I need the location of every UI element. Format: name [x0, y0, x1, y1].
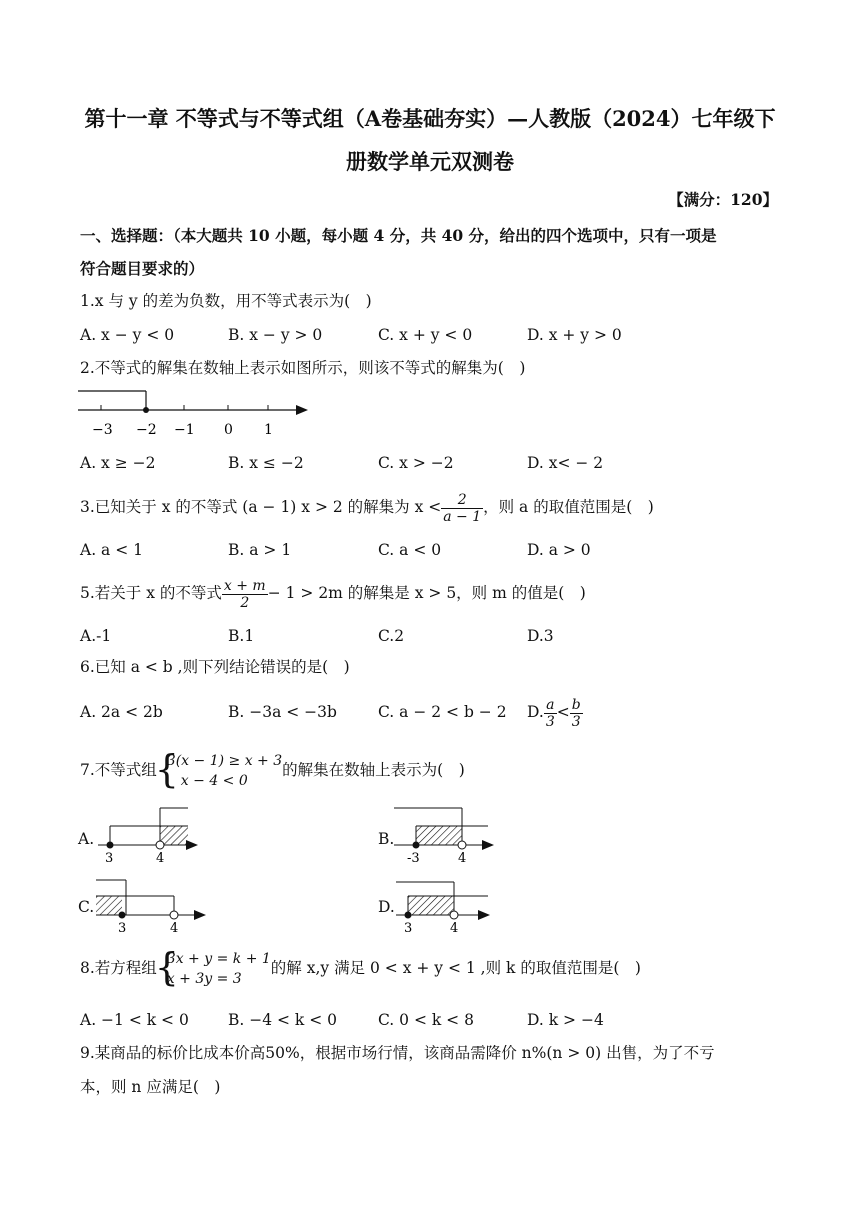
question-8-stem-start: 8.若方程组	[80, 959, 157, 977]
question-7-option-c-figure	[96, 876, 212, 936]
question-5-stem-start: 5.若关于 x 的不等式	[80, 584, 222, 602]
full-score: 【满分：120】	[668, 190, 778, 209]
fraction-numerator: b	[571, 696, 581, 713]
question-7-option-a-label: A.	[78, 830, 95, 848]
fraction-denominator: 3	[571, 713, 581, 730]
question-1-option-c: C. x + y < 0	[378, 326, 473, 344]
question-5-option-a: A.-1	[80, 627, 112, 645]
question-5-stem	[80, 572, 586, 614]
axis-label: 0	[224, 422, 233, 438]
question-6-option-a: A. 2a < 2b	[80, 703, 163, 721]
question-7-option-d-label: D.	[378, 898, 395, 916]
question-7-option-b-figure	[392, 806, 502, 866]
question-3-stem-end: ，则 a 的取值范围是( )	[483, 498, 654, 516]
fraction-denominator: a − 1	[443, 508, 482, 525]
axis-label: 4	[170, 921, 179, 936]
equation-system	[157, 949, 271, 989]
axis-label: 4	[450, 921, 459, 936]
question-8-stem	[80, 946, 641, 990]
option-label: D.	[527, 703, 544, 721]
inequality-system	[157, 751, 282, 791]
question-9-stem-line1: 9.某商品的标价比成本价高50%，根据市场行情，该商品需降价 n%(n > 0) 出售，为了不亏	[80, 1044, 715, 1062]
question-3-option-b: B. a > 1	[228, 541, 292, 559]
question-5-option-b: B.1	[228, 627, 255, 645]
question-2-option-b: B. x ≤ −2	[228, 454, 304, 472]
relation-sign: <	[556, 703, 570, 721]
question-1-option-b: B. x − y > 0	[228, 326, 323, 344]
axis-label: 4	[156, 851, 165, 866]
axis-label: −1	[174, 422, 195, 438]
fraction	[544, 697, 557, 730]
fraction-numerator: x + m	[223, 577, 266, 594]
question-6-option-d	[527, 692, 583, 732]
page-title-line1: 第十一章 不等式与不等式组（A卷基础夯实）—人教版（2024）七年级下	[84, 106, 776, 131]
axis-label: -3	[407, 851, 420, 866]
question-7-stem	[80, 748, 465, 792]
question-3-stem-start: 3.已知关于 x 的不等式 (a − 1) x > 2 的解集为 x <	[80, 498, 442, 516]
question-6-option-c: C. a − 2 < b − 2	[378, 703, 507, 721]
question-2-option-d: D. x< − 2	[527, 454, 604, 472]
fraction-denominator: 2	[240, 594, 250, 611]
question-1-stem: 1.x 与 y 的差为负数，用不等式表示为( )	[80, 292, 372, 310]
question-1-option-d: D. x + y > 0	[527, 326, 622, 344]
question-8-option-a: A. −1 < k < 0	[80, 1011, 189, 1029]
fraction-numerator: a	[544, 697, 557, 714]
question-5-stem-end: − 1 > 2m 的解集是 x > 5，则 m 的值是( )	[267, 584, 586, 602]
system-line-1: { 3(x − 1) ≥ x + 3	[166, 753, 283, 769]
question-2-option-a: A. x ≥ −2	[80, 454, 156, 472]
question-7-option-b-label: B.	[378, 830, 395, 848]
section-heading-line2: 符合题目要求的）	[80, 259, 205, 278]
question-7-option-a-figure	[96, 806, 206, 866]
axis-label: −2	[136, 422, 157, 438]
section-heading-line1: 一、选择题：（本大题共 10 小题，每小题 4 分，共 40 分，给出的四个选项中，只有一项是	[80, 226, 717, 245]
question-7-stem-end: 的解集在数轴上表示为( )	[282, 761, 465, 779]
question-7-stem-start: 7.不等式组	[80, 761, 157, 779]
fraction-numerator: 2	[441, 492, 483, 509]
question-1-option-a: A. x − y < 0	[80, 326, 175, 344]
system-line-2: x + 3y = 3	[166, 971, 242, 987]
axis-label: 4	[458, 851, 467, 866]
system-line-2: x − 4 < 0	[180, 773, 248, 789]
axis-label: 3	[404, 921, 413, 936]
question-2-option-c: C. x > −2	[378, 454, 454, 472]
question-3-fraction	[441, 492, 483, 525]
axis-label: 1	[264, 422, 273, 438]
question-6-stem: 6.已知 a < b ,则下列结论错误的是( )	[80, 658, 350, 676]
question-2-number-line	[76, 385, 316, 441]
axis-label: 3	[118, 921, 127, 936]
question-7-option-d-figure	[394, 876, 504, 936]
question-3-option-d: D. a > 0	[527, 541, 591, 559]
fraction	[570, 697, 583, 730]
question-6-option-b: B. −3a < −3b	[228, 703, 337, 721]
question-9-stem-line2: 本，则 n 应满足( )	[80, 1078, 221, 1096]
question-7-option-c-label: C.	[78, 898, 95, 916]
fraction-denominator: 3	[545, 713, 555, 730]
system-line-1: { 3x + y = k + 1	[166, 951, 271, 967]
question-5-fraction	[222, 578, 268, 611]
question-5-option-c: C.2	[378, 627, 405, 645]
axis-label: 3	[105, 851, 114, 866]
question-2-stem: 2.不等式的解集在数轴上表示如图所示，则该不等式的解集为( )	[80, 359, 526, 377]
question-8-stem-end: 的解 x,y 满足 0 < x + y < 1 ,则 k 的取值范围是( )	[270, 959, 641, 977]
axis-label: −3	[92, 422, 113, 438]
question-8-option-b: B. −4 < k < 0	[228, 1011, 338, 1029]
question-8-option-c: C. 0 < k < 8	[378, 1011, 474, 1029]
question-3-stem	[80, 486, 654, 528]
page-title-line2: 册数学单元双测卷	[346, 149, 514, 174]
question-8-option-d: D. k > −4	[527, 1011, 604, 1029]
question-5-option-d: D.3	[527, 627, 554, 645]
question-3-option-c: C. a < 0	[378, 541, 442, 559]
question-3-option-a: A. a < 1	[80, 541, 143, 559]
